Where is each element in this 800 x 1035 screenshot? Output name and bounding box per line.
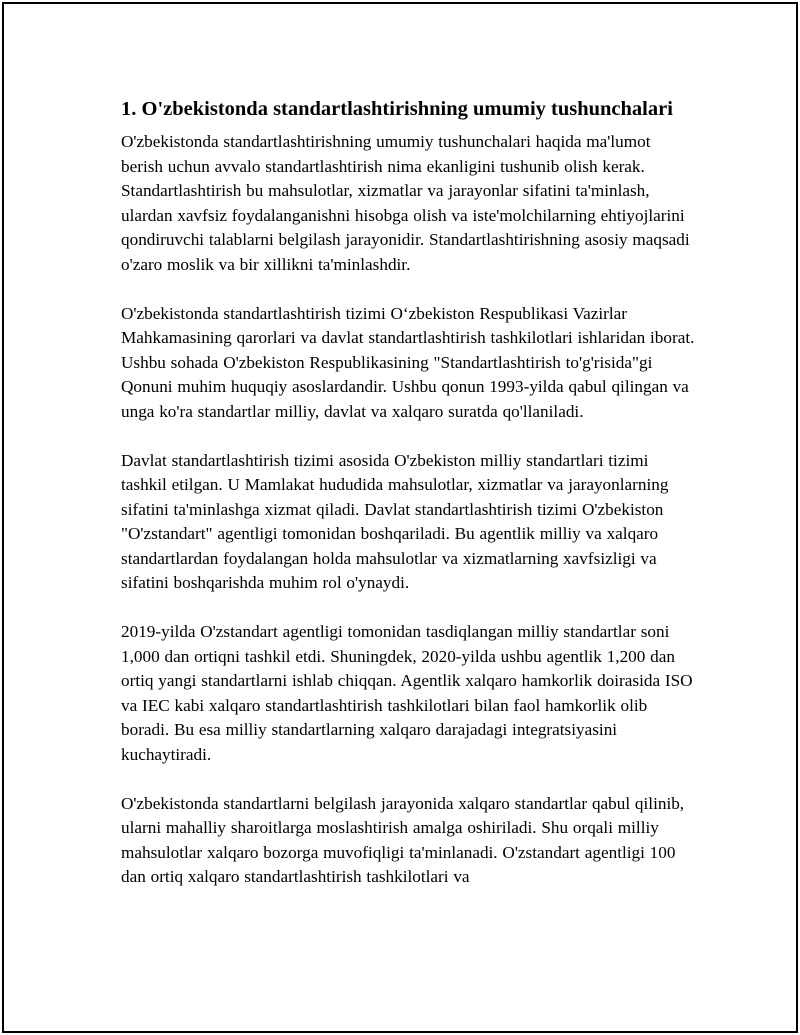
- paragraph-3: Davlat standartlashtirish tizimi asosida O'zbekiston milliy standartlari tizimi tashkil etilgan. U Mamlakat hududida mahsulotlar, xizmatlar va jarayonlarning sifatini ta'minlashga xizmat qiladi. Davlat standartlashtirish tizimi O'zbekiston "O'zstandart" agentligi tomonidan boshqariladi. Bu agentlik milliy va xalqaro standartlardan foydalangan holda mahsulotlar va xizmatlarning xavfsizligi va sifatini boshqarishda muhim rol o'ynaydi.: [121, 450, 669, 592]
- paragraph-4: 2019-yilda O'zstandart agentligi tomonidan tasdiqlangan milliy standartlar soni 1,000 dan ortiqni tashkil etdi. Shuningdek, 2020-yilda ushbu agentlik 1,200 dan ortiq yangi standartlarni ishlab chiqqan. Agentlik xalqaro hamkorlik doirasida ISO va IEC kabi xalqaro standartlashtirish tashkilotlari bilan faol hamkorlik olib boradi. Bu esa milliy standartlarning xalqaro darajadagi integratsiyasini kuchaytiradi.: [121, 622, 693, 764]
- document-page: [2, 2, 798, 1033]
- paragraph-5: O'zbekistonda standartlarni belgilash jarayonida xalqaro standartlar qabul qilinib, ularni mahalliy sharoitlarga moslashtirish amalga oshiriladi. Shu orqali milliy mahsulotlar xalqaro bozorga muvofiqligi ta'minlanadi. O'zstandart agentligi 100 dan ortiq xalqaro standartlashtirish tashkilotlari va: [121, 793, 685, 886]
- document-body: [121, 96, 696, 914]
- section-heading: 1. O'zbekistonda standartlashtirishning umumiy tushunchalari: [121, 98, 673, 120]
- paragraph-2: O'zbekistonda standartlashtirish tizimi O‘zbekiston Respublikasi Vazirlar Mahkamasining qarorlari va davlat standartlashtirish tashkilotlari ishlaridan iborat. Ushbu sohada O'zbekiston Respublikasining "Standartlashtirish to'g'risida"gi Qonuni muhim huquqiy asoslardandir. Ushbu qonun 1993-yilda qabul qilingan va unga ko'ra standartlar milliy, davlat va xalqaro suratda qo'llaniladi.: [121, 303, 695, 421]
- paragraph-1: O'zbekistonda standartlashtirishning umumiy tushunchalari haqida ma'lumot berish uchun avvalo standartlashtirish nima ekanligini tushunib olish kerak. Standartlashtirish bu mahsulotlar, xizmatlar va jarayonlar sifatini ta'minlash, ulardan xavfsiz foydalanganishni hisobga olish va iste'molchilarning ehtiyojlarini qondiruvchi talablarni belgilash jarayonidir. Standartlashtirishning asosiy maqsadi o'zaro moslik va bir xillikni ta'minlashdir.: [121, 132, 690, 274]
